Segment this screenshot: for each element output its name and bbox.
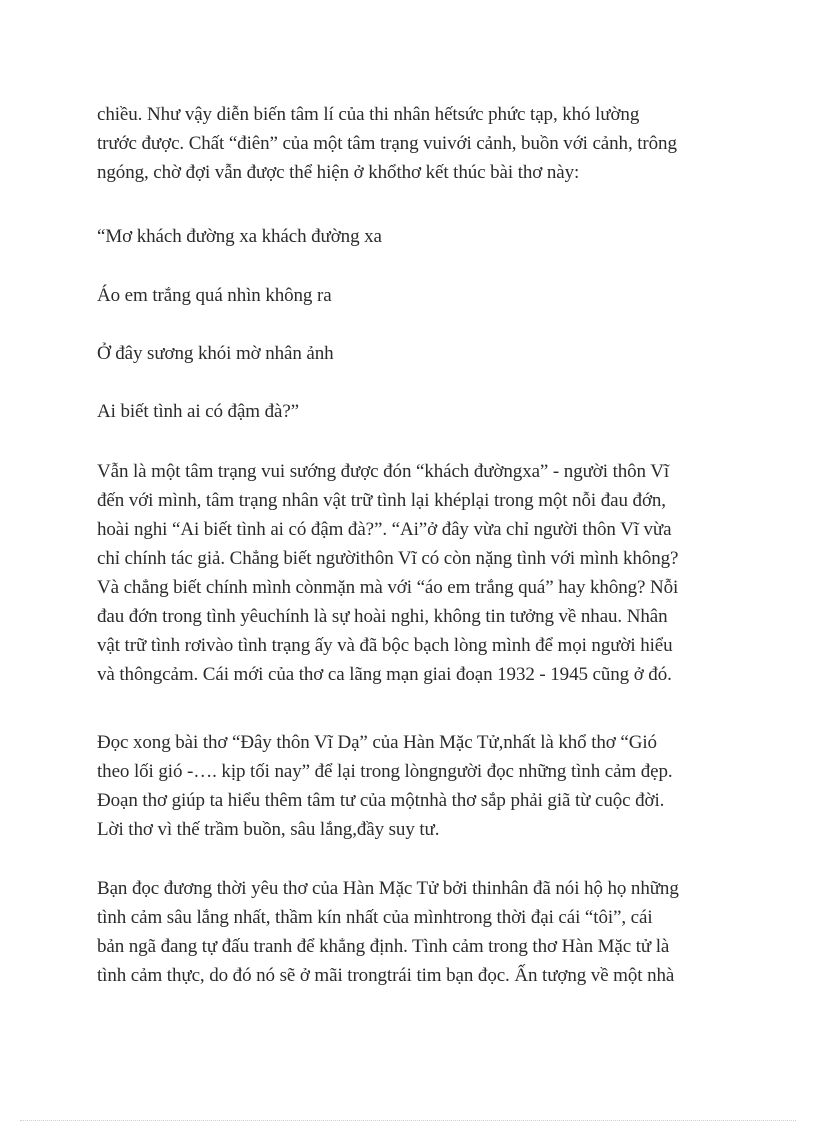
text-line: tình cảm sâu lắng nhất, thầm kín nhất của mìnhtrong thời đại cái “tôi”, cái: [97, 907, 653, 928]
text-line: bản ngã đang tự đấu tranh để khẳng định. Tình cảm trong thơ Hàn Mặc tử là: [97, 936, 670, 957]
verse-line-4: [97, 397, 717, 426]
text-line: và thôngcảm. Cái mới của thơ ca lãng mạn giai đoạn 1932 - 1945 cũng ở đó.: [97, 664, 672, 685]
verse-line-1: [97, 222, 717, 251]
paragraph-conclusion: [97, 874, 717, 990]
text-line: trước được. Chất “điên” của một tâm trạng vuivới cảnh, buồn với cảnh, trông: [97, 133, 677, 154]
verse-text: “Mơ khách đường xa khách đường xa: [97, 226, 382, 247]
page-bottom-rule: [20, 1120, 796, 1121]
paragraph-intro: [97, 100, 717, 187]
text-line: chiều. Như vậy diễn biến tâm lí của thi nhân hếtsức phức tạp, khó lường: [97, 104, 640, 125]
text-line: Và chẳng biết chính mình cònmặn mà với “áo em trắng quá” hay không? Nỗi: [97, 577, 679, 598]
verse-text: Áo em trắng quá nhìn không ra: [97, 285, 332, 306]
verse-text: Ở đây sương khói mờ nhân ảnh: [97, 343, 334, 364]
verse-line-3: [97, 339, 717, 368]
text-line: tình cảm thực, do đó nó sẽ ở mãi trongtrái tim bạn đọc. Ấn tượng về một nhà: [97, 965, 675, 986]
verse-text: Ai biết tình ai có đậm đà?”: [97, 401, 300, 422]
paragraph-analysis: [97, 457, 717, 689]
text-line: theo lối gió -…. kịp tối nay” để lại trong lòngngười đọc những tình cảm đẹp.: [97, 761, 673, 782]
text-line: Lời thơ vì thế trầm buồn, sâu lắng,đầy suy tư.: [97, 819, 440, 840]
text-line: chỉ chính tác giả. Chẳng biết ngườithôn Vĩ có còn nặng tình với mình không?: [97, 548, 679, 569]
text-line: Bạn đọc đương thời yêu thơ của Hàn Mặc Tử bởi thinhân đã nói hộ họ những: [97, 878, 679, 899]
text-line: vật trữ tình rơivào tình trạng ấy và đã bộc bạch lòng mình để mọi người hiểu: [97, 635, 673, 656]
verse-line-2: [97, 281, 717, 310]
text-line: đau đớn trong tình yêuchính là sự hoài nghi, không tin tưởng về nhau. Nhân: [97, 606, 668, 627]
text-line: Đoạn thơ giúp ta hiểu thêm tâm tư của mộtnhà thơ sắp phải giã từ cuộc đời.: [97, 790, 665, 811]
text-line: ngóng, chờ đợi vẫn được thể hiện ở khổthơ kết thúc bài thơ này:: [97, 162, 580, 183]
text-line: Vẫn là một tâm trạng vui sướng được đón “khách đườngxa” - người thôn Vĩ: [97, 461, 670, 482]
text-line: Đọc xong bài thơ “Đây thôn Vĩ Dạ” của Hàn Mặc Tử,nhất là khổ thơ “Gió: [97, 732, 657, 753]
text-line: đến với mình, tâm trạng nhân vật trữ tình lại khéplại trong một nỗi đau đớn,: [97, 490, 666, 511]
paragraph-reflection: [97, 728, 717, 844]
text-line: hoài nghi “Ai biết tình ai có đậm đà?”. “Ai”ở đây vừa chỉ người thôn Vĩ vừa: [97, 519, 672, 540]
